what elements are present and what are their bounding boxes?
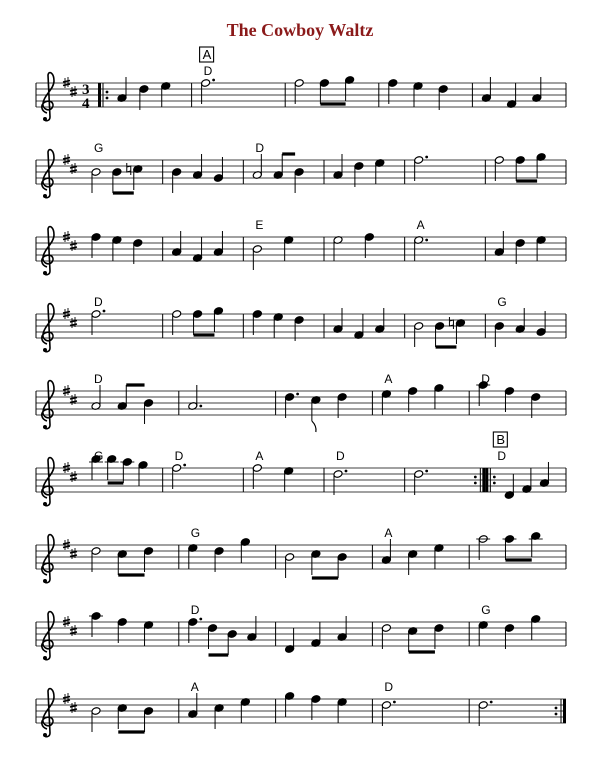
repeat-dot: [493, 476, 496, 479]
dot: [212, 79, 215, 82]
sharp-icon: [63, 81, 70, 83]
sharp-icon: [70, 552, 77, 554]
chord-symbol: A: [190, 680, 199, 694]
treble-clef-icon: [43, 348, 47, 352]
sharp-icon: [70, 555, 77, 557]
sharp-icon: [70, 475, 77, 477]
time-signature-top: 3: [82, 82, 90, 98]
dot: [393, 701, 396, 704]
flag: [312, 421, 316, 432]
sharp-icon: [63, 84, 70, 86]
dot: [425, 239, 428, 242]
repeat-dot: [555, 707, 558, 710]
chord-symbol: D: [384, 680, 394, 694]
natural-icon: [127, 163, 131, 175]
sharp-icon: [63, 697, 70, 699]
repeat-dot: [106, 91, 109, 94]
sharp-icon: [70, 93, 77, 95]
sharp-icon: [63, 546, 70, 548]
dot: [345, 470, 348, 473]
treble-clef-icon: [42, 73, 54, 121]
chord-symbol: A: [384, 526, 393, 540]
repeat-dot: [493, 482, 496, 485]
treble-clef-icon: [43, 733, 47, 737]
page-title: The Cowboy Waltz: [226, 20, 374, 40]
dot: [199, 618, 202, 621]
chord-symbol: A: [384, 372, 393, 386]
chord-symbol: G: [190, 526, 201, 540]
repeat-dot: [474, 482, 477, 485]
natural-icon: [449, 317, 453, 329]
sharp-icon: [63, 315, 70, 317]
sharp-icon: [70, 321, 77, 323]
dot: [103, 310, 106, 313]
sharp-icon: [70, 247, 77, 249]
treble-clef-icon: [42, 689, 54, 737]
part-label: A: [202, 47, 212, 62]
sharp-icon: [63, 466, 70, 468]
treble-clef-icon: [42, 458, 54, 506]
chord-symbol: A: [255, 449, 264, 463]
treble-clef-icon: [42, 612, 54, 660]
sharp-icon: [63, 161, 70, 163]
chord-symbol: D: [203, 64, 213, 78]
sharp-icon: [70, 706, 77, 708]
treble-clef-icon: [43, 656, 47, 660]
chord-symbol: A: [416, 218, 425, 232]
sharp-icon: [63, 389, 70, 391]
sharp-icon: [70, 401, 77, 403]
chord-symbol: G: [481, 603, 491, 617]
sharp-icon: [63, 623, 70, 625]
treble-clef-icon: [42, 227, 54, 275]
chord-symbol: D: [174, 449, 184, 463]
sharp-icon: [70, 709, 77, 711]
sharp-icon: [63, 700, 70, 702]
chord-symbol: D: [255, 141, 265, 155]
treble-clef-icon: [43, 579, 47, 583]
sharp-icon: [70, 632, 77, 634]
dot: [183, 464, 186, 467]
repeat-dot: [474, 476, 477, 479]
treble-clef-icon: [42, 535, 54, 583]
sharp-icon: [63, 158, 70, 160]
sharp-icon: [70, 90, 77, 92]
sharp-icon: [70, 478, 77, 480]
time-signature-bottom: 4: [82, 96, 90, 112]
chord-symbol: E: [255, 218, 264, 232]
sharp-icon: [70, 324, 77, 326]
dot: [425, 156, 428, 159]
treble-clef-icon: [42, 304, 54, 352]
dot: [199, 405, 202, 408]
treble-clef-icon: [42, 381, 54, 429]
dot: [296, 393, 299, 396]
chord-symbol: G: [94, 141, 104, 155]
chord-symbol: D: [481, 372, 490, 386]
treble-clef-icon: [43, 502, 47, 506]
chord-symbol: D: [94, 295, 103, 309]
treble-clef-icon: [43, 117, 47, 121]
chord-symbol: D: [336, 449, 345, 463]
sharp-icon: [63, 312, 70, 314]
chord-symbol: D: [497, 449, 507, 463]
treble-clef-icon: [43, 425, 47, 429]
chord-symbol: G: [94, 449, 104, 463]
sharp-icon: [63, 543, 70, 545]
chord-symbol: D: [190, 603, 200, 617]
chord-symbol: G: [497, 295, 507, 309]
sharp-icon: [63, 238, 70, 240]
repeat-dot: [555, 713, 558, 716]
sharp-icon: [70, 244, 77, 246]
sharp-icon: [63, 392, 70, 394]
treble-clef-icon: [42, 150, 54, 198]
treble-clef-icon: [43, 194, 47, 198]
sharp-icon: [70, 629, 77, 631]
sharp-icon: [70, 167, 77, 169]
part-label: B: [496, 432, 506, 447]
sharp-icon: [63, 620, 70, 622]
dot: [490, 701, 493, 704]
repeat-dot: [106, 97, 109, 100]
sharp-icon: [70, 170, 77, 172]
treble-clef-icon: [43, 271, 47, 275]
dot: [425, 470, 428, 473]
chord-symbol: D: [94, 372, 103, 386]
sharp-icon: [70, 398, 77, 400]
sharp-icon: [63, 469, 70, 471]
sharp-icon: [63, 235, 70, 237]
